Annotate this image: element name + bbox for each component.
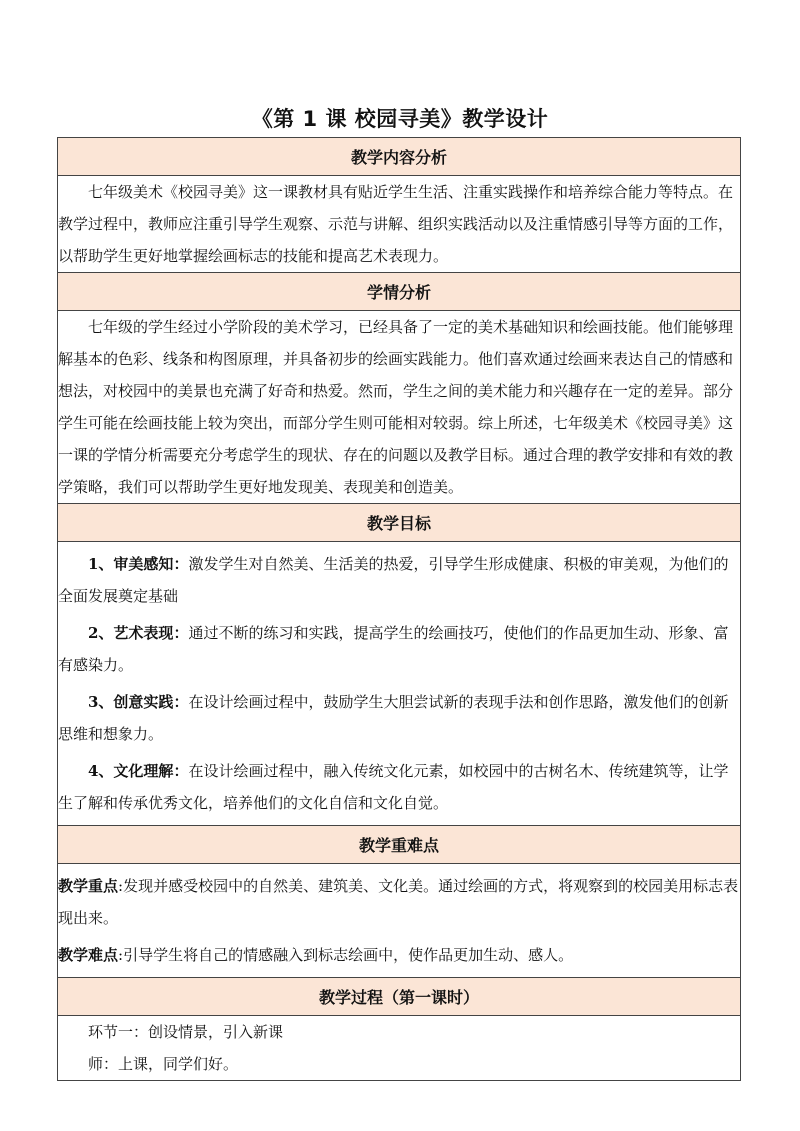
- key-point-item: [58, 870, 740, 934]
- goal-item: [58, 617, 740, 681]
- section-heading-content-analysis: 教学内容分析: [58, 138, 741, 176]
- content-analysis-text: 七年级美术《校园寻美》这一课教材具有贴近学生生活、注重实践操作和培养综合能力等特点。在教学过程中，教师应注重引导学生观察、示范与讲解、组织实践活动以及注重情感引导等方面的工作，以帮助学生更好地掌握绘画标志的技能和提高艺术表现力。: [58, 183, 734, 265]
- key-point-text: :引导学生将自己的情感融入到标志绘画中，使作品更加生动、感人。: [118, 946, 574, 964]
- section-heading-goals: 教学目标: [58, 504, 741, 542]
- section-heading-process: 教学过程（第一课时）: [58, 978, 741, 1016]
- goal-label: 4、文化理解：: [88, 762, 189, 780]
- goal-text: 在设计绘画过程中，融入传统文化元素，如校园中的古树名木、传统建筑等，让学生了解和传承优秀文化，培养他们的文化自信和文化自觉。: [58, 762, 729, 812]
- section-body-content-analysis: [58, 176, 741, 273]
- student-analysis-text: 七年级的学生经过小学阶段的美术学习，已经具备了一定的美术基础知识和绘画技能。他们能够理解基本的色彩、线条和构图原理，并具备初步的绘画实践能力。他们喜欢通过绘画来表达自己的情感和想法，对校园中的美景也充满了好奇和热爱。然而，学生之间的美术能力和兴趣存在一定的差异。部分学生可能在绘画技能上较为突出，而部分学生则可能相对较弱。综上所述，七年级美术《校园寻美》这一课的学情分析需要充分考虑学生的现状、存在的问题以及教学目标。通过合理的教学安排和有效的教学策略，我们可以帮助学生更好地发现美、表现美和创造美。: [58, 318, 734, 496]
- goal-label: 2、艺术表现：: [88, 624, 189, 642]
- document-title: 《第 1 课 校园寻美》教学设计: [251, 107, 549, 131]
- section-body-student-analysis: [58, 311, 741, 504]
- section-body-goals: [58, 542, 741, 826]
- goal-text: 激发学生对自然美、生活美的热爱，引导学生形成健康、积极的审美观，为他们的全面发展奠定基础: [58, 555, 729, 605]
- goal-item: [58, 755, 740, 819]
- goal-item: [58, 548, 740, 612]
- key-point-label: 教学难点: [58, 946, 119, 964]
- process-line: 环节一：创设情景，引入新课: [88, 1023, 284, 1041]
- goal-text: 通过不断的练习和实践，提高学生的绘画技巧，使他们的作品更加生动、形象、富有感染力。: [58, 624, 729, 674]
- goal-item: [58, 686, 740, 750]
- goal-text: 在设计绘画过程中，鼓励学生大胆尝试新的表现手法和创作思路，激发他们的创新思维和想象力。: [58, 693, 729, 743]
- section-heading-student-analysis: 学情分析: [58, 273, 741, 311]
- section-body-process: [58, 1016, 741, 1081]
- key-point-text: :发现并感受校园中的自然美、建筑美、文化美。通过绘画的方式，将观察到的校园美用标志表现出来。: [58, 877, 739, 927]
- key-point-label: 教学重点: [58, 877, 119, 895]
- goal-label: 1、审美感知：: [88, 555, 189, 573]
- section-heading-key-points: 教学重难点: [58, 826, 741, 864]
- key-point-item: [58, 939, 740, 971]
- process-line: 师：上课，同学们好。: [88, 1055, 239, 1073]
- goal-label: 3、创意实践：: [88, 693, 189, 711]
- lesson-plan-table: [57, 137, 741, 1081]
- section-body-key-points: [58, 864, 741, 978]
